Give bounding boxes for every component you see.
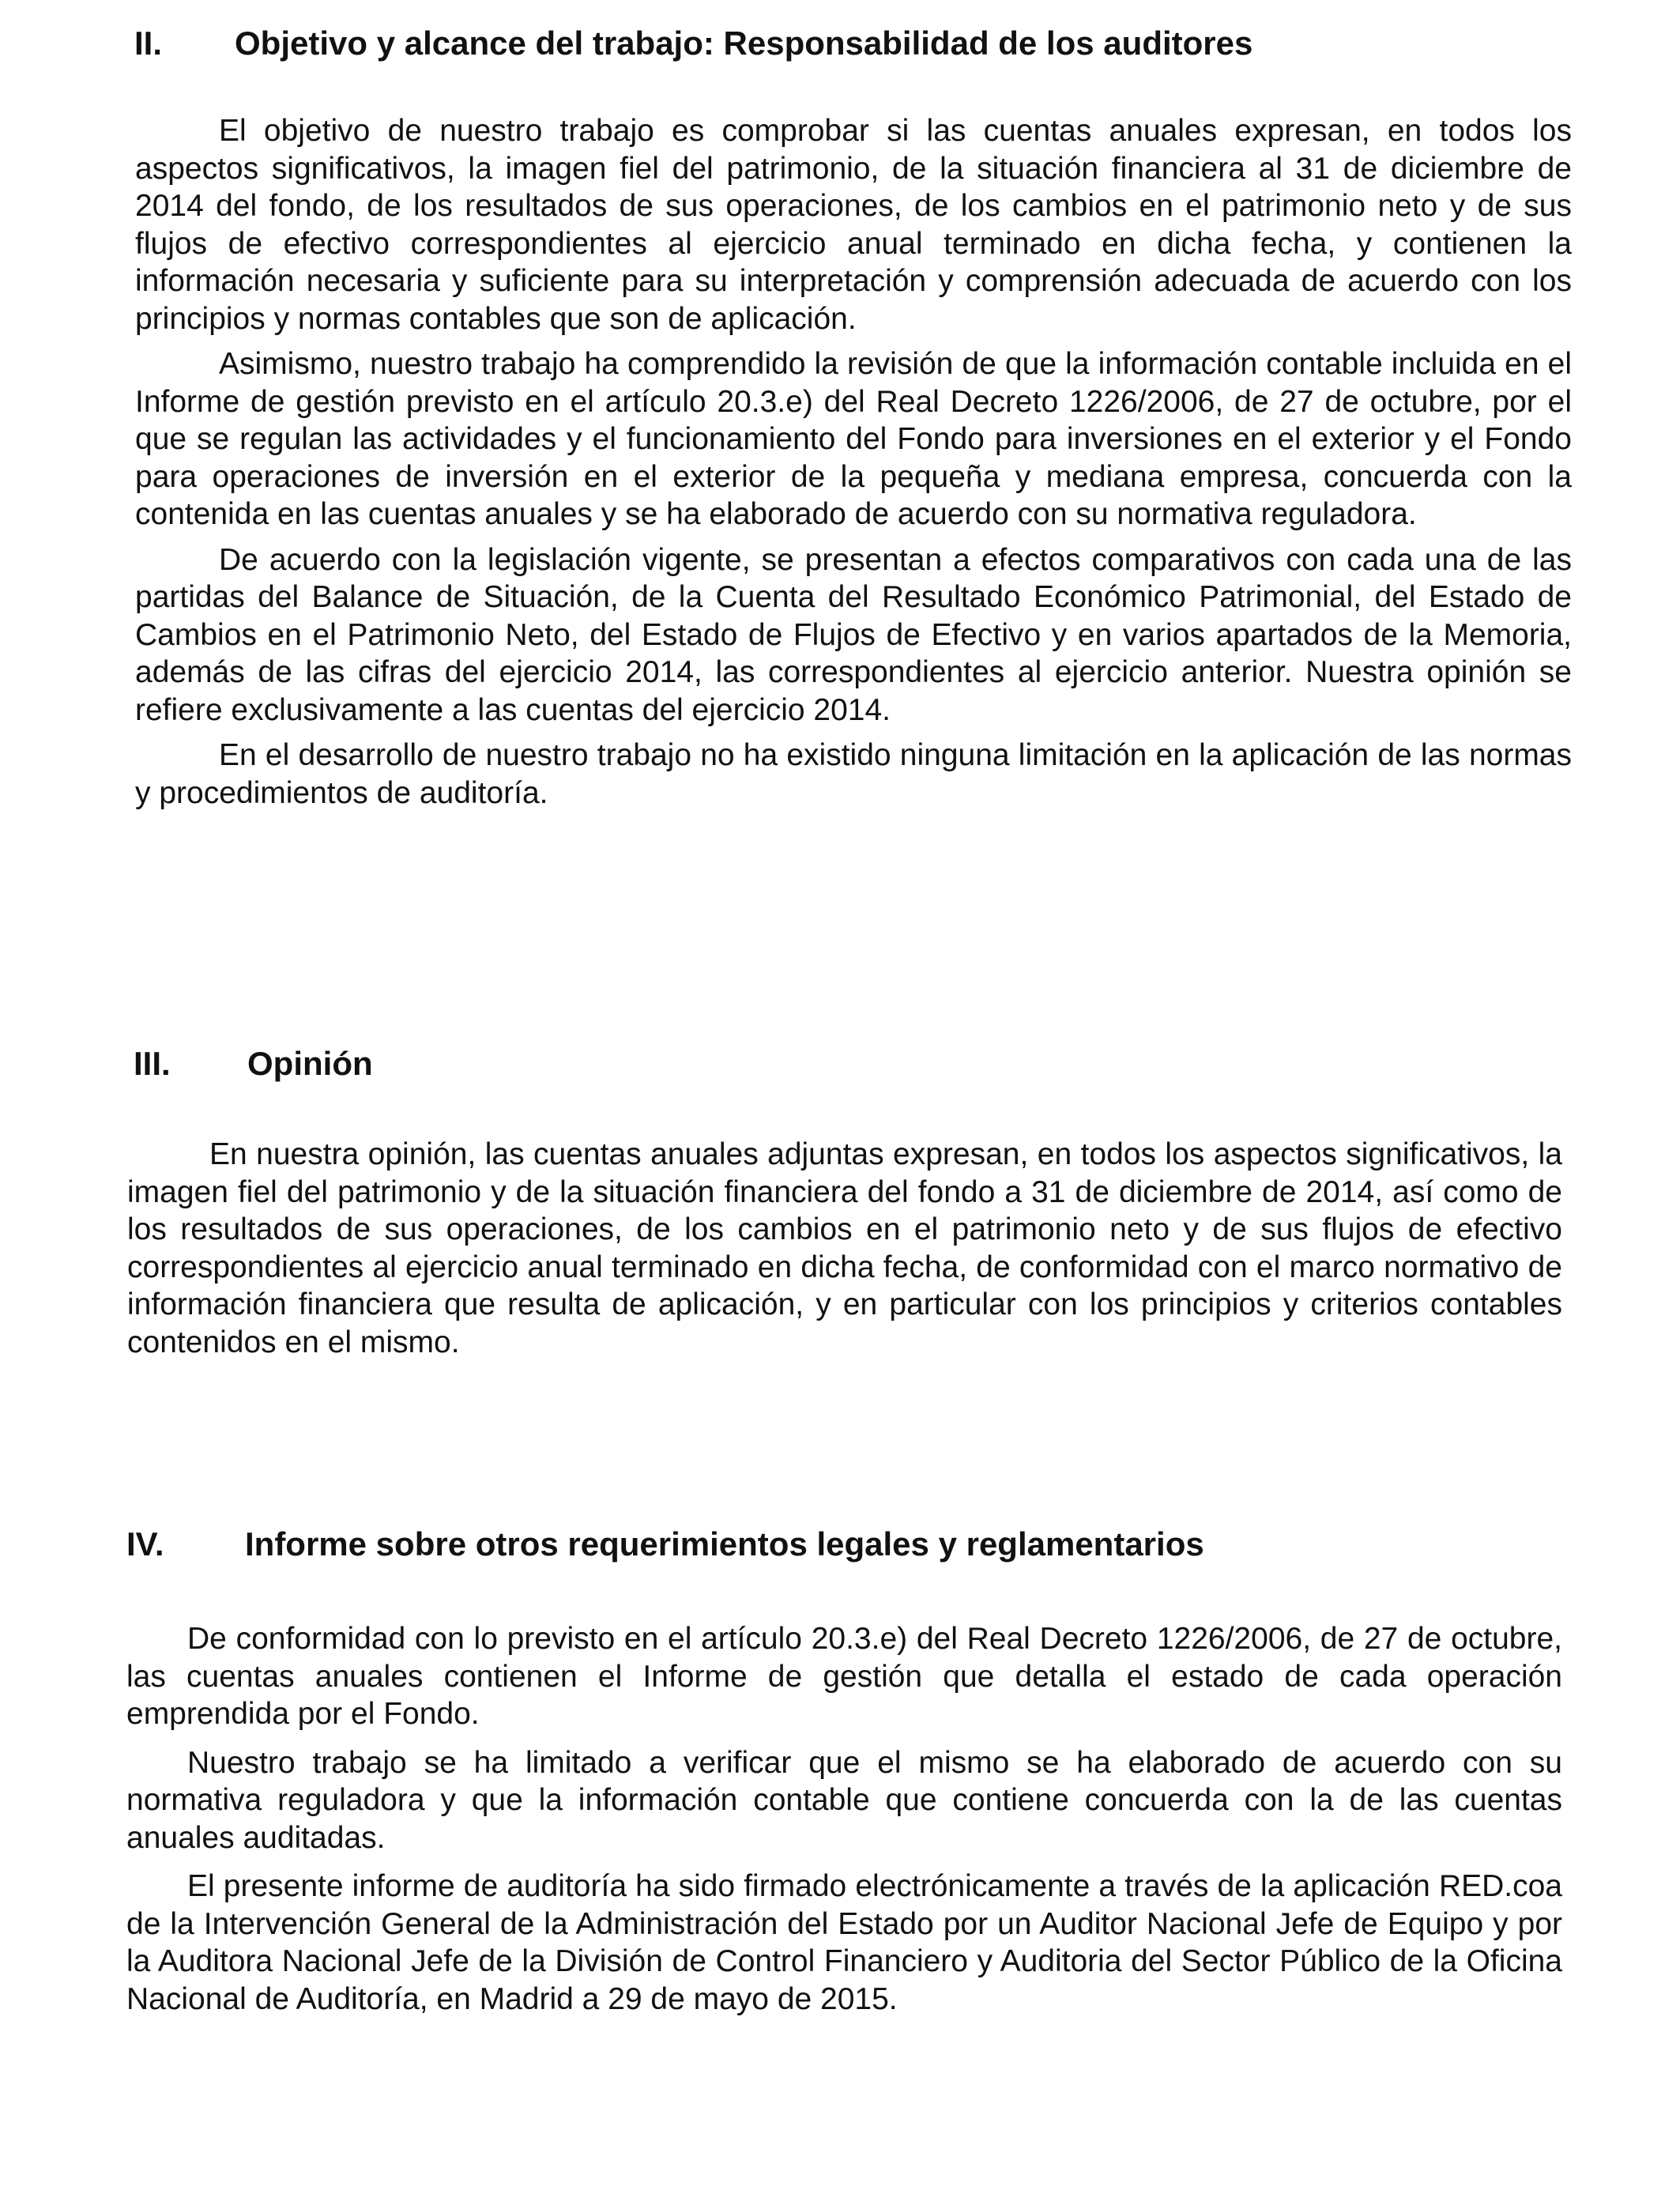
paragraph: En el desarrollo de nuestro trabajo no ha existido ninguna limitación en la aplicación de las normas y procedimientos de auditoría. xyxy=(135,738,1572,810)
section-heading-iv xyxy=(126,1525,1573,1566)
paragraph: El presente informe de auditoría ha sido firmado electrónicamente a través de la aplicación RED.coa de la Intervención General de la Administración del Estado por un Auditor Nacional Jefe de Equipo y por la Auditora Nacional Jefe de la División de Control Financiero y Auditoria del Sector Público de la Oficina Nacional de Auditoría, en Madrid a 29 de mayo de 2015. xyxy=(126,1869,1562,2016)
section-ii-body xyxy=(135,112,1572,812)
section-number: III. xyxy=(134,1045,171,1082)
section-number: IV. xyxy=(126,1525,164,1563)
section-title: Informe sobre otros requerimientos legales y reglamentarios xyxy=(245,1525,1204,1563)
paragraph: De acuerdo con la legislación vigente, se presentan a efectos comparativos con cada una de las partidas del Balance de Situación, de la Cuenta del Resultado Económico Patrimonial, del Estado de Cambios en el Patrimonio Neto, del Estado de Flujos de Efectivo y en varios apartados de la Memoria, además de las cifras del ejercicio 2014, las correspondientes al ejercicio anterior. Nuestra opinión se refiere exclusivamente a las cuentas del ejercicio 2014. xyxy=(135,542,1572,727)
section-iv-body xyxy=(126,1620,1562,2018)
paragraph: Asimismo, nuestro trabajo ha comprendido la revisión de que la información contable incluida en el Informe de gestión previsto en el artículo 20.3.e) del Real Decreto 1226/2006, de 27 de octubre, por el que se regulan las actividades y el funcionamiento del Fondo para inversiones en el exterior y el Fondo para operaciones de inversión en el exterior de la pequeña y mediana empresa, concuerda con la contenida en las cuentas anuales y se ha elaborado de acuerdo con su normativa reguladora. xyxy=(135,347,1572,531)
paragraph: Nuestro trabajo se ha limitado a verificar que el mismo se ha elaborado de acuerdo con su normativa reguladora y que la información contable que contiene concuerda con la de las cuentas anuales auditadas. xyxy=(126,1745,1562,1855)
paragraph: El objetivo de nuestro trabajo es comprobar si las cuentas anuales expresan, en todos los aspectos significativos, la imagen fiel del patrimonio, de la situación financiera al 31 de diciembre de 2014 del fondo, de los resultados de sus operaciones, de los cambios en el patrimonio neto y de sus flujos de efectivo correspondientes al ejercicio anual terminado en dicha fecha, y contienen la información necesaria y suficiente para su interpretación y comprensión adecuada de acuerdo con los principios y normas contables que son de aplicación. xyxy=(135,114,1572,336)
paragraph: De conformidad con lo previsto en el artículo 20.3.e) del Real Decreto 1226/2006, de 27 de octubre, las cuentas anuales contienen el Informe de gestión que detalla el estado de cada operación emprendida por el Fondo. xyxy=(126,1622,1562,1731)
section-iii-body xyxy=(127,1136,1562,1361)
section-heading-ii xyxy=(134,24,1580,65)
section-number: II. xyxy=(134,25,163,62)
paragraph: En nuestra opinión, las cuentas anuales adjuntas expresan, en todos los aspectos significativos, la imagen fiel del patrimonio y de la situación financiera del fondo a 31 de diciembre de 2014, así como de los resultados de sus operaciones, de los cambios en el patrimonio neto y de sus flujos de efectivo correspondientes al ejercicio anual terminado en dicha fecha, de conformidad con el marco normativo de información financiera que resulta de aplicación, y en particular con los principios y criterios contables contenidos en el mismo. xyxy=(127,1137,1562,1359)
section-heading-iii xyxy=(134,1044,766,1085)
section-title: Opinión xyxy=(247,1045,373,1082)
section-title: Objetivo y alcance del trabajo: Responsabilidad de los auditores xyxy=(235,25,1253,62)
